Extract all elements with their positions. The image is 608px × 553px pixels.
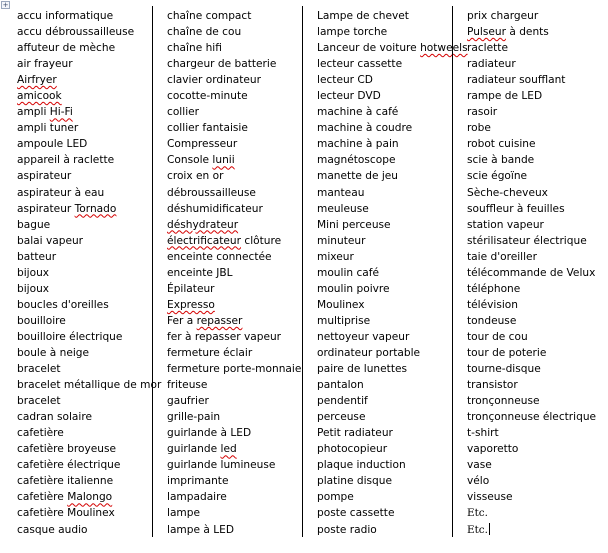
- table-cell-line[interactable]: [167, 185, 302, 201]
- cell-text: manette de jeu: [317, 170, 399, 183]
- table-cell-line[interactable]: [317, 233, 452, 249]
- table-cell-line[interactable]: [167, 249, 302, 265]
- cell-text: guirlande: [167, 443, 221, 456]
- table-cell-line[interactable]: [17, 168, 152, 184]
- cell-text: gaufrier: [167, 395, 209, 408]
- cell-text: aspirateur: [17, 170, 72, 183]
- table-cell-line[interactable]: [467, 377, 608, 393]
- misspelled-word: hotweels: [420, 42, 468, 55]
- table-cell-line[interactable]: [17, 88, 152, 104]
- cell-text: clôture: [241, 234, 282, 247]
- cell-text: ampli: [17, 106, 50, 119]
- cell-text: lampe à LED: [167, 523, 234, 536]
- cell-text: tour de cou: [467, 330, 528, 343]
- cell-text: bracelet: [17, 395, 61, 408]
- table-cell-line[interactable]: [167, 24, 302, 40]
- cell-text: collier fantaisie: [167, 122, 248, 135]
- cell-text: photocopieur: [317, 443, 388, 456]
- table-cell-line[interactable]: [467, 329, 608, 345]
- cell-text: Petit radiateur: [317, 427, 393, 440]
- cell-text: grille-pain: [167, 411, 221, 424]
- table-cell-line[interactable]: [317, 313, 452, 329]
- cell-text: Expresso: [167, 298, 215, 311]
- table-cell-line[interactable]: [167, 489, 302, 505]
- cell-text: collier: [167, 106, 200, 119]
- cell-text: affuteur de mèche: [17, 42, 116, 55]
- cell-text: accu informatique: [17, 10, 114, 22]
- cell-text: guirlande à LED: [167, 427, 252, 440]
- table-cell-line[interactable]: [17, 457, 152, 473]
- table-column-2: [152, 6, 302, 537]
- cell-text: à dents: [505, 26, 549, 39]
- table-cell-line[interactable]: [17, 409, 152, 425]
- cell-text: cafetière: [17, 491, 68, 504]
- cell-text: bouilloire: [17, 314, 66, 327]
- table-cell-line[interactable]: [467, 40, 608, 56]
- cell-text: tourne-disque: [467, 363, 541, 376]
- table-cell-line[interactable]: [467, 249, 608, 265]
- table-cell-line[interactable]: [467, 120, 608, 136]
- cell-text: tour de poterie: [467, 346, 547, 359]
- table-cell-line[interactable]: [467, 425, 608, 441]
- cell-text: cafetière broyeuse: [17, 443, 117, 456]
- table-cell-line[interactable]: [167, 457, 302, 473]
- cell-text: Compresseur: [167, 138, 238, 151]
- table-cell-line[interactable]: [167, 425, 302, 441]
- table-cell-line[interactable]: [167, 522, 302, 538]
- cell-text: prix chargeur: [467, 10, 539, 22]
- table-column-4: [452, 6, 608, 537]
- cell-text: bijoux: [17, 282, 50, 295]
- cell-text: bracelet: [17, 363, 61, 376]
- table-cell-line[interactable]: [317, 8, 452, 24]
- table-cell-line[interactable]: [17, 8, 152, 24]
- table-cell-line[interactable]: [17, 233, 152, 249]
- table-cell-line[interactable]: [17, 201, 152, 217]
- table-cell-line[interactable]: [467, 233, 608, 249]
- cell-text: station vapeur: [467, 218, 544, 231]
- table-cell-line[interactable]: [467, 457, 608, 473]
- table-cell-line[interactable]: [17, 425, 152, 441]
- cell-text: aspirateur à eau: [17, 186, 105, 199]
- cell-text: manteau: [317, 186, 365, 199]
- cell-text: plaque induction: [317, 459, 406, 472]
- cell-text: cadran solaire: [17, 411, 92, 424]
- cell-text: meuleuse: [317, 202, 369, 215]
- misspelled-word: Malongo: [67, 491, 113, 504]
- table-cell-line[interactable]: [467, 345, 608, 361]
- cell-text: moulin café: [317, 266, 380, 279]
- table-cell-line[interactable]: [17, 40, 152, 56]
- table-cell-line[interactable]: [167, 72, 302, 88]
- move-cross-icon[interactable]: +: [2, 1, 9, 9]
- cell-text: boucles d'oreilles: [17, 298, 109, 311]
- cell-text: téléphone: [467, 282, 521, 295]
- cell-text: imprimante: [167, 475, 229, 488]
- cell-text: aspirateur: [17, 202, 75, 215]
- table-cell-line[interactable]: [467, 88, 608, 104]
- cell-text: taie d'oreiller: [467, 250, 537, 263]
- table-cell-line[interactable]: [167, 361, 302, 377]
- cell-text: cocotte-minute: [167, 90, 248, 103]
- table-cell-line[interactable]: [17, 249, 152, 265]
- table-cell-line[interactable]: [467, 136, 608, 152]
- table-cell-line[interactable]: [317, 425, 452, 441]
- cell-text: casque audio: [17, 523, 88, 536]
- table-cell-line[interactable]: [167, 329, 302, 345]
- misspelled-word: électrificateur: [167, 234, 241, 247]
- cell-text: Lanceur de voiture: [317, 42, 421, 55]
- table-cell-line[interactable]: [167, 393, 302, 409]
- table-cell-line[interactable]: [17, 297, 152, 313]
- cell-text: air frayeur: [17, 58, 73, 71]
- table-cell-line[interactable]: [317, 505, 452, 521]
- cell-text: multiprise: [317, 314, 371, 327]
- cell-text: cafetière électrique: [17, 459, 121, 472]
- cell-text: t-shirt: [467, 427, 499, 440]
- table-cell-line[interactable]: [317, 329, 452, 345]
- table-cell-line[interactable]: [167, 265, 302, 281]
- table-cell-line[interactable]: [467, 152, 608, 168]
- cell-text: enceinte connectée: [167, 250, 272, 263]
- table-cell-line[interactable]: [317, 249, 452, 265]
- misspelled-word: repasser: [196, 314, 243, 327]
- cell-text: enceinte JBL: [167, 266, 233, 279]
- table-cell-line[interactable]: [317, 120, 452, 136]
- cell-text: balai vapeur: [17, 234, 84, 247]
- cell-text: croix en or: [167, 170, 224, 183]
- table-cell-line[interactable]: [467, 297, 608, 313]
- cell-text: bague: [17, 218, 51, 231]
- cell-text: boule à neige: [17, 346, 90, 359]
- cell-text: clavier ordinateur: [167, 74, 261, 87]
- item-table: [11, 6, 608, 537]
- cell-text: vaporetto: [467, 443, 519, 456]
- table-cell-line[interactable]: [317, 393, 452, 409]
- table-cell-line[interactable]: [17, 265, 152, 281]
- cell-text: Fer a: [167, 314, 197, 327]
- table-cell-line[interactable]: [467, 489, 608, 505]
- table-cell-line[interactable]: [17, 361, 152, 377]
- misspelled-word: lunii: [212, 154, 235, 167]
- table-column-1: [11, 6, 162, 537]
- table-cell-line[interactable]: [17, 313, 152, 329]
- cell-text: guirlande lumineuse: [167, 459, 276, 472]
- cell-text: ampoule LED: [17, 138, 88, 151]
- table-cell-line[interactable]: [317, 409, 452, 425]
- cell-text: cafetière: [17, 427, 64, 440]
- table-cell-line[interactable]: [317, 88, 452, 104]
- cell-text: vélo: [467, 475, 490, 488]
- cell-text: débroussailleuse: [167, 186, 256, 199]
- cell-text: fermeture éclair: [167, 346, 253, 359]
- cell-text: rampe de LED: [467, 90, 543, 103]
- table-cell-line[interactable]: [317, 361, 452, 377]
- table-cell-line[interactable]: [317, 489, 452, 505]
- table-cell-line[interactable]: [467, 8, 608, 24]
- table-cell-line[interactable]: [17, 72, 152, 88]
- table-cell-line[interactable]: [167, 56, 302, 72]
- cell-text: machine à coudre: [317, 122, 413, 135]
- cell-text: rasoir: [467, 106, 498, 119]
- table-cell-line[interactable]: [467, 56, 608, 72]
- cell-text: robot cuisine: [467, 138, 536, 151]
- table-cell-line[interactable]: [167, 409, 302, 425]
- table-cell-line[interactable]: [17, 441, 152, 457]
- cell-text: ampli tuner: [17, 122, 79, 135]
- cell-text: Mini perceuse: [317, 218, 391, 231]
- table-cell-line[interactable]: [17, 120, 152, 136]
- cell-text: lecteur DVD: [317, 90, 381, 103]
- cell-text: raclette: [467, 42, 508, 55]
- cell-text: cafetière Moulinex: [17, 507, 115, 520]
- cell-text: ordinateur portable: [317, 346, 421, 359]
- table-cell-line[interactable]: [317, 297, 452, 313]
- cell-text: déshumidificateur: [167, 202, 263, 215]
- cell-text: chargeur de batterie: [167, 58, 277, 71]
- table-cell-line[interactable]: [17, 522, 152, 538]
- table-cell-line[interactable]: [17, 473, 152, 489]
- table-cell-line[interactable]: [167, 441, 302, 457]
- table-cell-line[interactable]: [467, 361, 608, 377]
- cell-text: tronçonneuse électrique: [467, 411, 597, 424]
- table-cell-line[interactable]: [467, 201, 608, 217]
- cell-text: Lampe de chevet: [317, 10, 409, 22]
- table-cell-line[interactable]: [467, 217, 608, 233]
- cell-text: lampe: [167, 507, 200, 520]
- table-cell-line[interactable]: [17, 56, 152, 72]
- table-cell-line[interactable]: [17, 345, 152, 361]
- cell-text: lecteur cassette: [317, 58, 403, 71]
- cell-text: radiateur: [467, 58, 516, 71]
- table-cell-line[interactable]: [317, 40, 468, 56]
- table-cell-line[interactable]: [467, 473, 608, 489]
- cell-text: visseuse: [467, 491, 513, 504]
- cell-text: tondeuse: [467, 314, 517, 327]
- cell-text: minuteur: [317, 234, 366, 247]
- table-cell-line[interactable]: [167, 88, 302, 104]
- table-cell-line[interactable]: [317, 281, 452, 297]
- cell-text: Épilateur: [167, 282, 215, 295]
- cell-text: déshydrateur: [167, 218, 239, 231]
- cell-text: Console: [167, 154, 213, 167]
- cell-text: télévision: [467, 298, 519, 311]
- cell-text: Moulinex: [317, 298, 365, 311]
- cell-text: appareil à raclette: [17, 154, 115, 167]
- table-cell-line[interactable]: [317, 56, 452, 72]
- table-cell-line[interactable]: [17, 185, 152, 201]
- table-cell-line[interactable]: [317, 345, 452, 361]
- cell-text: Sèche-cheveux: [467, 186, 548, 199]
- table-cell-line[interactable]: [317, 104, 452, 120]
- table-cell-line[interactable]: [317, 377, 452, 393]
- table-cell-line[interactable]: [317, 152, 452, 168]
- table-cell-line[interactable]: [167, 377, 302, 393]
- cell-text: friteuse: [167, 379, 208, 392]
- cell-text: stérilisateur électrique: [467, 234, 587, 247]
- cell-text: chaîne hifi: [167, 42, 222, 55]
- table-cell-line[interactable]: [317, 136, 452, 152]
- misspelled-word: Hi-Fi: [49, 106, 73, 119]
- cell-text: magnétoscope: [317, 154, 396, 167]
- table-cell-line[interactable]: [317, 24, 452, 40]
- cell-text: poste cassette: [317, 507, 395, 520]
- cell-text: poste radio: [317, 523, 377, 536]
- cell-text: pompe: [317, 491, 354, 504]
- cell-text: paire de lunettes: [317, 363, 408, 376]
- table-cell-line[interactable]: [167, 217, 302, 233]
- table-cell-line[interactable]: [167, 120, 302, 136]
- cell-text: Etc.: [467, 507, 488, 520]
- cell-text: pendentif: [317, 395, 368, 408]
- cell-text: pantalon: [317, 379, 364, 392]
- table-cell-line[interactable]: [317, 168, 452, 184]
- cell-text: fer à repasser vapeur: [167, 330, 282, 343]
- table-cell-line[interactable]: [317, 185, 452, 201]
- table-cell-line[interactable]: [317, 72, 452, 88]
- cell-text: fermeture porte-monnaie: [167, 363, 302, 376]
- table-cell-line[interactable]: [317, 457, 452, 473]
- cell-text: lampe torche: [317, 26, 388, 39]
- table-cell-line[interactable]: [167, 104, 302, 120]
- table-cell-line[interactable]: [167, 313, 302, 329]
- table-cell-line[interactable]: [17, 281, 152, 297]
- table-cell-line[interactable]: [467, 24, 608, 40]
- table-cell-line[interactable]: [17, 24, 152, 40]
- table-cell-line[interactable]: [17, 329, 152, 345]
- table-cell-line[interactable]: [467, 185, 608, 201]
- table-cell-line[interactable]: [167, 8, 302, 24]
- table-cell-line[interactable]: [17, 489, 152, 505]
- cell-text: perceuse: [317, 411, 366, 424]
- cell-text: lampadaire: [167, 491, 227, 504]
- cell-text: transistor: [467, 379, 518, 392]
- table-cell-line[interactable]: [167, 233, 302, 249]
- table-cell-line[interactable]: [167, 505, 302, 521]
- table-cell-line[interactable]: [167, 297, 302, 313]
- cell-text: Airfryer: [17, 74, 57, 87]
- text-cursor: [489, 523, 490, 535]
- table-cell-line[interactable]: [467, 281, 608, 297]
- table-cell-line[interactable]: [167, 40, 302, 56]
- table-cell-line[interactable]: [317, 473, 452, 489]
- table-cell-line[interactable]: [467, 313, 608, 329]
- table-cell-line[interactable]: [317, 217, 452, 233]
- table-cell-line[interactable]: [467, 393, 608, 409]
- table-cell-line[interactable]: [167, 201, 302, 217]
- cell-text: tronçonneuse: [467, 395, 540, 408]
- misspelled-word: Tornado: [74, 202, 117, 215]
- cell-text: Etc.: [467, 523, 488, 536]
- cell-text: moulin poivre: [317, 282, 390, 295]
- cell-text: nettoyeur vapeur: [317, 330, 410, 343]
- cell-text: amicook: [17, 90, 62, 103]
- cell-text: radiateur soufflant: [467, 74, 566, 87]
- table-cell-line[interactable]: [167, 281, 302, 297]
- table-cell-line[interactable]: [17, 505, 152, 521]
- cell-text: vase: [467, 459, 492, 472]
- table-cell-line[interactable]: [467, 505, 608, 521]
- cell-text: machine à pain: [317, 138, 399, 151]
- table-cell-line[interactable]: [467, 104, 608, 120]
- cell-text: chaîne compact: [167, 10, 252, 22]
- table-cell-line[interactable]: [167, 168, 302, 184]
- cell-text: platine disque: [317, 475, 392, 488]
- cell-text: machine à café: [317, 106, 399, 119]
- table-cell-line[interactable]: [17, 377, 162, 393]
- table-cell-line[interactable]: [467, 522, 608, 538]
- table-cell-line[interactable]: [467, 265, 608, 281]
- cell-text: chaîne de cou: [167, 26, 242, 39]
- cell-text: bracelet métallique de mor: [17, 379, 162, 392]
- table-cell-line[interactable]: [467, 409, 608, 425]
- misspelled-word: Pulseur: [467, 26, 506, 39]
- table-cell-line[interactable]: [17, 393, 152, 409]
- table-cell-line[interactable]: [17, 152, 152, 168]
- cell-text: scie égoïne: [467, 170, 528, 183]
- table-cell-line[interactable]: [17, 104, 152, 120]
- table-cell-line[interactable]: [467, 168, 608, 184]
- table-cell-line[interactable]: [317, 265, 452, 281]
- misspelled-word: led: [220, 443, 237, 456]
- cell-text: cafetière italienne: [17, 475, 114, 488]
- table-cell-line[interactable]: [167, 473, 302, 489]
- table-cell-line[interactable]: [317, 201, 452, 217]
- cell-text: robe: [467, 122, 491, 135]
- table-column-3: [302, 6, 468, 537]
- cell-text: scie à bande: [467, 154, 535, 167]
- table-cell-line[interactable]: [167, 136, 302, 152]
- table-cell-line[interactable]: [317, 441, 452, 457]
- cell-text: batteur: [17, 250, 57, 263]
- table-cell-line[interactable]: [467, 441, 608, 457]
- cell-text: souffleur à feuilles: [467, 202, 565, 215]
- cell-text: bouilloire électrique: [17, 330, 123, 343]
- table-cell-line[interactable]: [317, 522, 452, 538]
- table-cell-line[interactable]: [167, 152, 302, 168]
- cell-text: accu débroussailleuse: [17, 26, 135, 39]
- cell-text: lecteur CD: [317, 74, 373, 87]
- cell-text: bijoux: [17, 266, 50, 279]
- table-cell-line[interactable]: [17, 217, 152, 233]
- cell-text: mixeur: [317, 250, 354, 263]
- cell-text: télécommande de Velux: [467, 266, 596, 279]
- table-cell-line[interactable]: [167, 345, 302, 361]
- table-cell-line[interactable]: [17, 136, 152, 152]
- table-cell-line[interactable]: [467, 72, 608, 88]
